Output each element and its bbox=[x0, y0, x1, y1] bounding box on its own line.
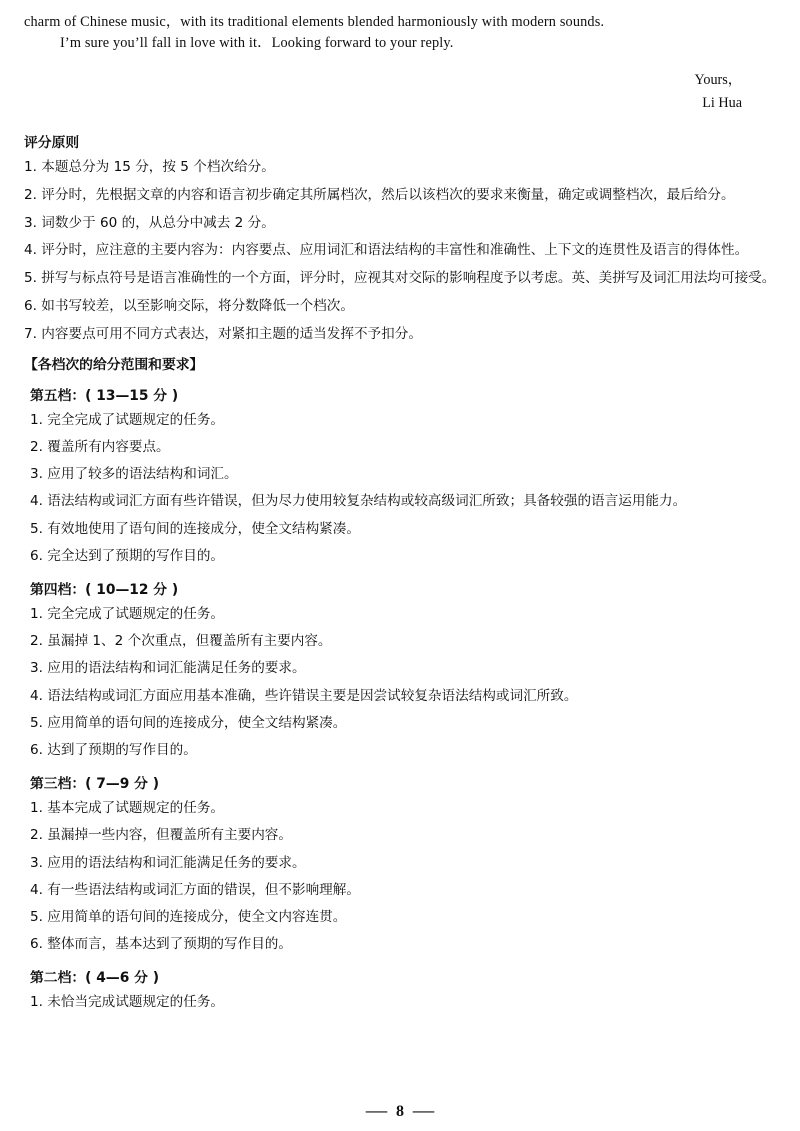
list-item bbox=[24, 185, 776, 206]
list-item bbox=[24, 240, 776, 261]
tier-title: 第五档：( 13—15 分 ) bbox=[30, 387, 179, 404]
list-item bbox=[24, 213, 776, 234]
page-footer bbox=[0, 1102, 800, 1121]
list-item: 1. 完全完成了试题规定的任务。 bbox=[30, 606, 225, 623]
tier-items bbox=[24, 992, 776, 1013]
list-item: 3. 应用的语法结构和词汇能满足任务的要求。 bbox=[30, 660, 306, 677]
letter-signature-block bbox=[24, 69, 776, 115]
list-item: 2. 虽漏掉 1、2 个次重点，但覆盖所有主要内容。 bbox=[30, 633, 332, 650]
principle-text: 1. 本题总分为 15 分，按 5 个档次给分。 bbox=[24, 159, 275, 176]
footer-dash-right: — bbox=[411, 1102, 436, 1120]
list-item bbox=[24, 157, 776, 178]
list-item bbox=[24, 324, 776, 345]
list-item: 2. 虽漏掉一些内容，但覆盖所有主要内容。 bbox=[30, 827, 292, 844]
list-item bbox=[24, 296, 776, 317]
list-item: 4. 语法结构或词汇方面应用基本准确，些许错误主要是因尝试较复杂语法结构或词汇所致。 bbox=[30, 687, 578, 704]
principle-text: 7. 内容要点可用不同方式表达，对紧扣主题的适当发挥不予扣分。 bbox=[24, 325, 422, 342]
footer-dash-left: — bbox=[364, 1102, 389, 1120]
tier-title: 第三档：( 7—9 分 ) bbox=[30, 776, 160, 793]
score-ranges-heading: 【各档次的给分范围和要求】 bbox=[24, 356, 204, 373]
list-item: 2. 覆盖所有内容要点。 bbox=[30, 439, 170, 455]
list-item: 3. 应用了较多的语法结构和词汇。 bbox=[30, 466, 238, 483]
page-number: 8 bbox=[396, 1103, 404, 1120]
list-item: 4. 有一些语法结构或词汇方面的错误，但不影响理解。 bbox=[30, 881, 360, 898]
principle-text: 5. 拼写与标点符号是语言准确性的一个方面，评分时，应视其对交际的影响程度予以考虑。英、美拼写及词汇用法均可接受。 bbox=[24, 270, 776, 287]
list-item: 5. 应用简单的语句间的连接成分，使全文结构紧凑。 bbox=[30, 714, 347, 731]
tier-items bbox=[24, 410, 776, 567]
tier-group-4 bbox=[24, 578, 776, 761]
tier-group-3 bbox=[24, 772, 776, 955]
tier-title: 第四档：( 10—12 分 ) bbox=[30, 582, 179, 599]
list-item bbox=[24, 268, 776, 289]
list-item: 3. 应用的语法结构和词汇能满足任务的要求。 bbox=[30, 854, 306, 871]
letter-signature: Li Hua bbox=[702, 94, 742, 111]
tier-group-5 bbox=[24, 384, 776, 567]
list-item: 6. 完全达到了预期的写作目的。 bbox=[30, 547, 225, 564]
principle-text: 6. 如书写较差，以至影响交际，将分数降低一个档次。 bbox=[24, 297, 354, 314]
list-item: 1. 未恰当完成试题规定的任务。 bbox=[30, 994, 225, 1011]
letter-sign-off: Yours， bbox=[694, 71, 742, 88]
list-item: 5. 应用简单的语句间的连接成分，使全文内容连贯。 bbox=[30, 909, 347, 926]
tier-items bbox=[24, 798, 776, 955]
list-item: 4. 语法结构或词汇方面有些许错误，但为尽力使用较复杂结构或较高级词汇所致；具备较强的语言运用能力。 bbox=[30, 493, 687, 510]
tier-group-2 bbox=[24, 966, 776, 1013]
principle-text: 3. 词数少于 60 的，从总分中减去 2 分。 bbox=[24, 214, 275, 231]
list-item: 6. 达到了预期的写作目的。 bbox=[30, 742, 197, 759]
tier-items bbox=[24, 604, 776, 761]
list-item: 1. 基本完成了试题规定的任务。 bbox=[30, 800, 225, 817]
tier-title: 第二档：( 4—6 分 ) bbox=[30, 970, 160, 987]
scoring-principles-list bbox=[24, 157, 776, 344]
letter-line-2: I’m sure you’ll fall in love with it．Looking forward to your reply. bbox=[60, 35, 454, 52]
list-item: 6. 整体而言，基本达到了预期的写作目的。 bbox=[30, 936, 292, 953]
letter-body bbox=[24, 12, 776, 115]
scoring-principles-heading: 评分原则 bbox=[24, 134, 80, 151]
list-item: 5. 有效地使用了语句间的连接成分，使全文结构紧凑。 bbox=[30, 520, 360, 537]
letter-line-1: charm of Chinese music，with its traditional elements blended harmoniously with modern sounds. bbox=[24, 14, 605, 30]
principle-text: 2. 评分时，先根据文章的内容和语言初步确定其所属档次，然后以该档次的要求来衡量，确定或调整档次，最后给分。 bbox=[24, 187, 735, 204]
list-item: 1. 完全完成了试题规定的任务。 bbox=[30, 411, 225, 428]
principle-text: 4. 评分时，应注意的主要内容为：内容要点、应用词汇和语法结构的丰富性和准确性、上下文的连贯性及语言的得体性。 bbox=[24, 242, 749, 259]
